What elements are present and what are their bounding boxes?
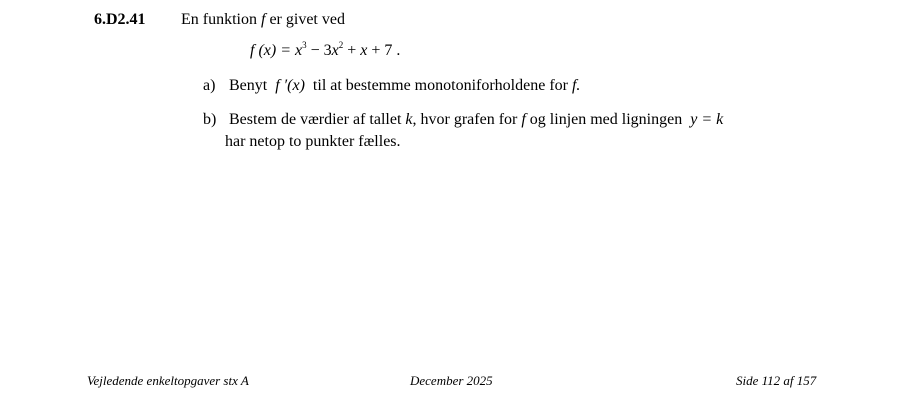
subtask-b-k: k	[405, 111, 413, 128]
subtask-a	[203, 77, 580, 95]
formula-x-squared-base: x	[331, 42, 339, 59]
subtask-b	[203, 111, 723, 129]
formula-plus: +	[343, 42, 361, 59]
subtask-a-pre: Benyt	[229, 77, 268, 94]
subtask-b-label: b)	[203, 111, 217, 128]
subtask-a-text: til at bestemme monotoniforholdene for	[312, 77, 568, 94]
subtask-a-derivative: f ′(x)	[275, 77, 305, 94]
task-intro	[181, 11, 345, 29]
formula-lhs: f (x) =	[250, 42, 291, 59]
function-formula	[250, 42, 400, 60]
intro-text: En funktion	[181, 11, 257, 28]
footer-page-number: Side 112 af 157	[736, 373, 817, 388]
formula-exponent-2: 2	[338, 40, 344, 50]
formula-tail: + 7 .	[367, 42, 401, 59]
subtask-b-equation: y = k	[690, 111, 724, 128]
subtask-b-function-symbol: f	[521, 111, 526, 128]
subtask-b-mid: , hvor grafen for	[412, 111, 518, 128]
footer-left: Vejledende enkeltopgaver stx A	[87, 373, 249, 388]
formula-x: x	[360, 42, 368, 59]
formula-minus-3: − 3	[306, 42, 332, 59]
subtask-a-label: a)	[203, 77, 216, 94]
intro-function-symbol: f	[261, 11, 266, 28]
subtask-b-line2: har netop to punkter fælles.	[225, 133, 401, 150]
task-number: 6.D2.41	[94, 11, 146, 28]
subtask-b-pre: Bestem de værdier af tallet	[229, 111, 402, 128]
subtask-a-function-symbol: f.	[571, 77, 581, 94]
footer-center: December 2025	[410, 373, 493, 388]
formula-exponent-3: 3	[302, 40, 307, 50]
intro-rest: er givet ved	[269, 11, 345, 28]
subtask-b-mid2: og linjen med ligningen	[529, 111, 683, 128]
formula-x-cubed-base: x	[295, 42, 303, 59]
